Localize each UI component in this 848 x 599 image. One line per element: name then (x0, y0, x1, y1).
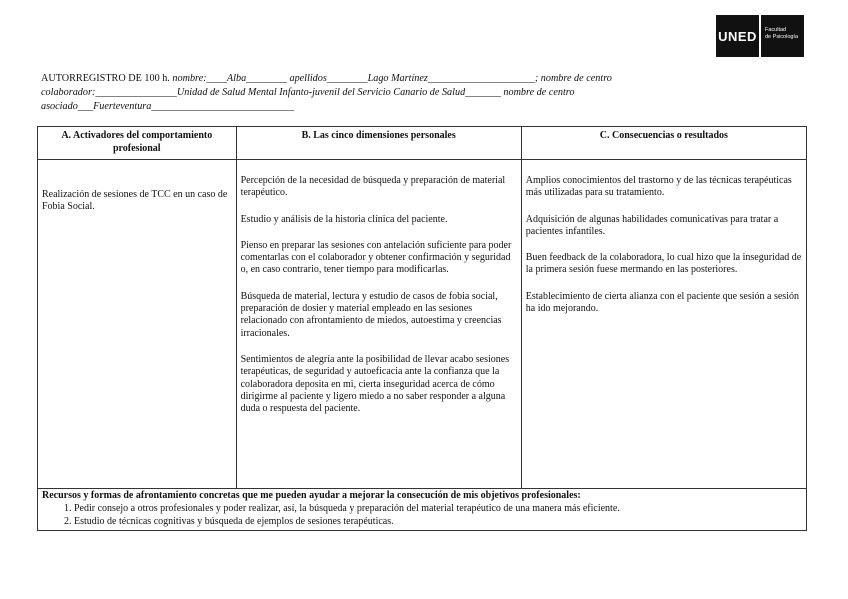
apellidos-value: Lago Martínez (367, 73, 428, 84)
table-header-row (38, 127, 807, 160)
form-header: AUTORREGISTRO DE 100 h. nombre:____Alba________ apellidos________Lago Martínez_____________________; nombre de centro colaborador:________________Unidad de Salud Mental Infanto-juvenil del Servicio Canario de Salud_______ nombre de centro asociado___Fuerteventura____________________________ (41, 73, 612, 112)
cell-consequences (521, 160, 806, 489)
nombre-value: Alba (226, 73, 247, 84)
resources-list (42, 502, 802, 528)
dimension-item: Percepción de la necesidad de búsqueda y preparación de material terapéutico. (240, 175, 506, 199)
dimension-item: Búsqueda de material, lectura y estudio de casos de fobia social, preparación de dosier y material empleado en las sesiones relacionado con afrontamiento de miedos, autoestima y creencias irracionales. (240, 290, 502, 339)
faculty-logo-text (761, 15, 804, 57)
self-record-table (37, 126, 807, 531)
resource-item: 2. Estudio de técnicas cognitivas y búsqueda de ejemplos de sesiones terapéuticas. (74, 515, 802, 528)
header-a: A. Activadores del comportamiento profesional (38, 127, 237, 160)
uned-logo (716, 15, 804, 57)
centro-value: Unidad de Salud Mental Infanto-juvenil del Servicio Canario de Salud (176, 87, 466, 98)
form-label: AUTORREGISTRO DE 100 h. (41, 73, 170, 84)
resources-row (38, 489, 807, 531)
asociado-label: nombre de centro asociado (41, 87, 575, 112)
header-c: C. Consecuencias o resultados (521, 127, 806, 160)
dimension-item: Pienso en preparar las sesiones con antelación suficiente para poder comentarlas con el colaborador y obtener confirmación y seguridad o, en caso contrario, tener tiempo para modificarlas. (240, 239, 512, 276)
resource-item: 1. Pedir consejo a otros profesionales y poder realizar, así, la búsqueda y preparación del material terapéutico de una manera más eficiente. (74, 502, 802, 515)
consequence-item: Buen feedback de la colaboradora, lo cual hizo que la inseguridad de la primera sesión fuese mermando en las posteriores. (525, 252, 802, 276)
dimension-item: Estudio y análisis de la historia clínica del paciente. (240, 213, 448, 225)
consequence-item: Adquisición de algunas habilidades comunicativas para tratar a pacientes infantiles. (525, 213, 779, 237)
resources-title: Recursos y formas de afrontamiento concretas que me pueden ayudar a mejorar la consecución de mis objetivos profesionales: (42, 490, 581, 501)
activator-text: Realización de sesiones de TCC en un caso de Fobia Social. (42, 189, 228, 213)
cell-activators (38, 160, 237, 489)
header-b: B. Las cinco dimensiones personales (236, 127, 521, 160)
resources-cell (38, 489, 807, 531)
faculty-line-2: de Psicología (765, 34, 799, 40)
table-row (38, 160, 807, 489)
uned-logo-mark: UNED (716, 15, 759, 57)
consequence-item: Establecimiento de cierta alianza con el paciente que sesión a sesión ha ido mejorando. (525, 290, 799, 315)
faculty-line-1: Facultad (765, 27, 787, 33)
dimension-item: Sentimientos de alegría ante la posibilidad de llevar acabo sesiones terapéuticas, de seguridad y autoeficacia ante la confianza que la colaboradora deposita en mi, cierta inseguridad acerca de cómo dirigirme al paciente y ligero miedo a no saber responder a alguna duda o respuesta del paciente. (240, 353, 510, 415)
centro-label: ; nombre de centro colaborador: (41, 73, 612, 98)
nombre-label: nombre: (172, 73, 207, 84)
apellidos-label: apellidos (289, 73, 327, 84)
consequence-item: Amplios conocimientos del trastorno y de las técnicas terapéuticas más utilizadas para su tratamiento. (525, 175, 792, 199)
asociado-value: Fuerteventura (93, 101, 152, 112)
cell-dimensions (236, 160, 521, 489)
